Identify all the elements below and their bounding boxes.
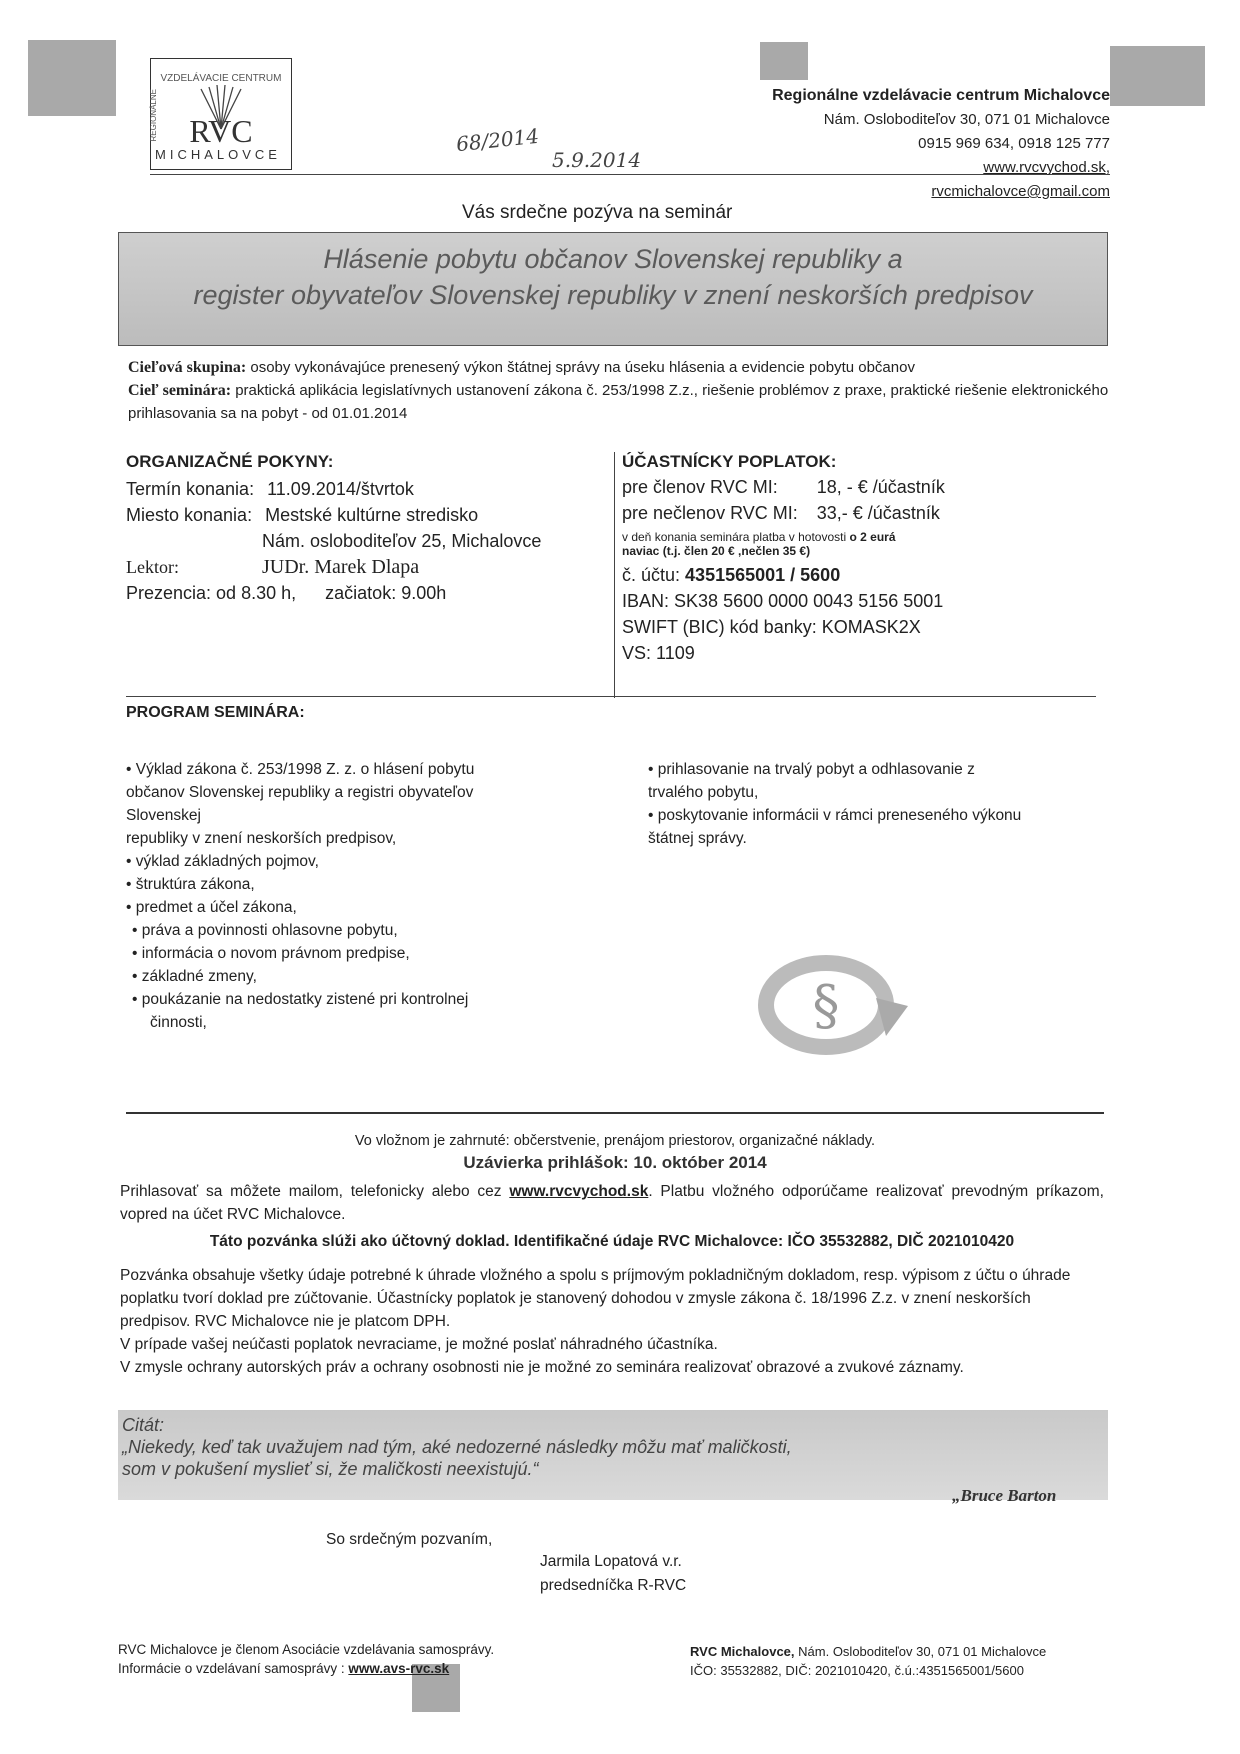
- paragraph-glyph: §: [812, 974, 840, 1037]
- program-item: trvalého pobytu,: [648, 784, 759, 801]
- organization-address: Nám. Osloboditeľov 30, 071 01 Michalovce: [823, 111, 1110, 128]
- terms-text-3: V zmysle ochrany autorských práv a ochrany osobnosti nie je možné zo seminára realizovať obrazové a zvukové záznamy.: [120, 1359, 964, 1376]
- quote-line-1: „Niekedy, keď tak uvažujem nad tým, aké nedozerné následky môžu mať maličkosti,: [122, 1437, 792, 1457]
- place-address: Nám. osloboditeľov 25, Michalovce: [262, 531, 542, 551]
- footer-right: [690, 1642, 1130, 1680]
- quote-label: Citát:: [122, 1415, 165, 1435]
- fee-cash-surcharge: o 2 eurá: [849, 530, 896, 544]
- swift-value: KOMASK2X: [821, 617, 921, 637]
- invite-text: Vás srdečne pozýva na seminár: [462, 202, 733, 223]
- paragraph-circle-icon: [736, 940, 916, 1070]
- lector-label: Lektor:: [126, 557, 179, 577]
- terms-text-1: Pozvánka obsahuje všetky údaje potrebné k úhrade vložného a spolu s príjmovým pokladničným dokladom, resp. výpisom z účtu o úhrade poplatku tvorí doklad pre zúčtovanie. Účastnícky poplatok je stanovený dohodou v zmysle zákona č. 18/1996 Z.z. v znení neskorších predpisov. RVC Michalovce nie je platcom DPH.: [120, 1267, 1071, 1330]
- account-number: 4351565001 / 5600: [685, 565, 841, 585]
- terms-text-2: V prípade vašej neúčasti poplatok nevraciame, je možné poslať náhradného účastníka.: [120, 1336, 718, 1353]
- registration-text-2: . Platbu vložného odporúčame realizovať prevodným príkazom, vopred na účet RVC Michalovce.: [120, 1183, 1104, 1223]
- organization-web-link[interactable]: www.rvcvychod.sk,: [983, 159, 1110, 176]
- logo-city: MICHALOVCE: [155, 147, 281, 162]
- footer-membership: RVC Michalovce je členom Asociácie vzdelávania samosprávy.: [118, 1642, 495, 1657]
- scan-gray-block: [1110, 46, 1205, 106]
- program-item: • práva a povinnosti ohlasovne pobytu,: [132, 922, 398, 939]
- fee-section: [622, 452, 1102, 666]
- program-left-list: [126, 758, 646, 1034]
- program-heading: PROGRAM SEMINÁRA:: [126, 704, 305, 721]
- handwritten-reference: 68/2014: [454, 123, 541, 157]
- logo-side-text: REGIONÁLNE: [149, 89, 158, 142]
- program-item: • prihlasovanie na trvalý pobyt a odhlasovanie z: [648, 761, 975, 778]
- place-value: Mestské kultúrne stredisko: [265, 505, 479, 525]
- program-item: • poskytovanie informácii v rámci preneseného výkonu: [648, 807, 1022, 824]
- program-item: • informácia o novom právnom predpise,: [132, 945, 410, 962]
- program-item: občanov Slovenskej republiky a registri obyvateľov: [126, 784, 474, 801]
- target-group-text: osoby vykonávajúce prenesený výkon štátnej správy na úseku hlásenia a evidencie pobytu občanov: [246, 359, 915, 376]
- registration-deadline: Uzávierka prihlášok: 10. október 2014: [463, 1153, 767, 1172]
- seminar-goal-text: praktická aplikácia legislatívnych ustanovení zákona č. 253/1998 Z.z., riešenie problémov z praxe, praktické riešenie elektronického prihlasovania sa na pobyt - od 01.01.2014: [128, 382, 1109, 422]
- fee-members-value: 18, - € /účastník: [816, 477, 945, 497]
- program-item: • predmet a účel zákona,: [126, 899, 297, 916]
- registration-text-1: Prihlasovať sa môžete mailom, telefonicky alebo cez: [120, 1183, 502, 1200]
- fee-heading: ÚČASTNÍCKY POPLATOK:: [622, 452, 837, 471]
- program-item: činnosti,: [150, 1014, 207, 1031]
- program-item: • Výklad zákona č. 253/1998 Z. z. o hlásení pobytu: [126, 761, 475, 778]
- seminar-goal-label: Cieľ seminára:: [128, 382, 232, 399]
- lector-value: JUDr. Marek Dlapa: [262, 556, 420, 578]
- seminar-target: [128, 356, 1118, 425]
- program-item: republiky v znení neskorších predpisov,: [126, 830, 397, 847]
- fee-included: Vo vložnom je zahrnuté: občerstvenie, prenájom priestorov, organizačné náklady.: [354, 1133, 876, 1149]
- logo-rvc-letters: RVC: [189, 113, 253, 149]
- fee-nonmembers-value: 33,- € /účastník: [816, 503, 940, 523]
- signature-name: Jarmila Lopatová v.r.: [540, 1553, 682, 1570]
- organization-section: [126, 452, 616, 606]
- presence-from: 8.30 h,: [241, 583, 297, 603]
- start-value: 9.00h: [401, 583, 447, 603]
- organization-phone: 0915 969 634, 0918 125 777: [918, 135, 1110, 152]
- program-right-list: [648, 758, 1108, 850]
- vs-label: VS:: [622, 643, 652, 663]
- program-item: Slovenskej: [126, 807, 201, 824]
- rvc-logo: [150, 58, 292, 170]
- section-divider: [126, 696, 1096, 697]
- iban-value: SK38 5600 0000 0043 5156 5001: [674, 591, 944, 611]
- quote-line-2: som v pokušení myslieť si, že maličkosti neexistujú.“: [122, 1459, 539, 1479]
- footer-org-ids: IČO: 35532882, DIČ: 2021010420, č.ú.:4351565001/5600: [690, 1663, 1024, 1678]
- column-divider: [614, 452, 615, 698]
- fee-cash-note2: naviac (t.j. člen 20 € ,nečlen 35 €): [622, 544, 811, 558]
- iban-label: IBAN:: [622, 591, 670, 611]
- organization-heading: ORGANIZAČNÉ POKYNY:: [126, 452, 334, 471]
- footer-info-label: Informácie o vzdelávaní samosprávy :: [118, 1661, 345, 1676]
- footer-avs-link[interactable]: www.avs-rvc.sk: [348, 1661, 450, 1676]
- program-item: štátnej správy.: [648, 830, 747, 847]
- seminar-title-line2: register obyvateľov Slovenskej republiky v znení neskorších predpisov: [193, 280, 1033, 310]
- program-item: • štruktúra zákona,: [126, 876, 255, 893]
- signature-greeting: So srdečným pozvaním,: [326, 1531, 493, 1548]
- organization-email-link[interactable]: rvcmichalovce@gmail.com: [931, 183, 1110, 200]
- program-item: • výklad základných pojmov,: [126, 853, 319, 870]
- seminar-title-banner: [118, 232, 1108, 346]
- swift-label: SWIFT (BIC) kód banky:: [622, 617, 817, 637]
- scan-gray-block: [28, 40, 116, 116]
- invoice-notice: Táto pozvánka slúži ako účtovný doklad. Identifikačné údaje RVC Michalovce: IČO 35532882, DIČ 2021010420: [209, 1233, 1015, 1250]
- program-item: • poukázanie na nedostatky zistené pri kontrolnej: [132, 991, 469, 1008]
- seminar-title-line1: Hlásenie pobytu občanov Slovenskej republiky a: [323, 244, 903, 274]
- presence-label: Prezencia: od: [126, 583, 237, 603]
- start-label: začiatok:: [325, 583, 397, 603]
- quote-author: „Bruce Barton: [952, 1486, 1057, 1505]
- vs-value: 1109: [656, 643, 695, 663]
- organization-contact: [772, 84, 1110, 204]
- terms-paragraph: [120, 1264, 1104, 1379]
- fee-nonmembers-label: pre nečlenov RVC MI:: [622, 503, 798, 523]
- scan-gray-block: [760, 42, 808, 80]
- place-label: Miesto konania:: [126, 505, 253, 525]
- fee-members-label: pre členov RVC MI:: [622, 477, 778, 497]
- registration-info: [120, 1180, 1104, 1226]
- program-item: • základné zmeny,: [132, 968, 257, 985]
- bottom-divider: [126, 1112, 1104, 1114]
- handwritten-date: 5.9.2014: [552, 148, 642, 172]
- term-value: 11.09.2014/štvrtok: [267, 479, 414, 499]
- footer-org-name: RVC Michalovce,: [690, 1644, 795, 1659]
- target-group-label: Cieľová skupina:: [128, 359, 247, 376]
- term-label: Termín konania:: [126, 479, 255, 499]
- logo-arc-text: VZDELÁVACIE CENTRUM: [160, 73, 282, 84]
- registration-link[interactable]: www.rvcvychod.sk: [509, 1183, 649, 1200]
- organization-name: Regionálne vzdelávacie centrum Michalovce: [772, 87, 1110, 104]
- account-label: č. účtu:: [622, 565, 681, 585]
- footer-left: [118, 1640, 588, 1678]
- signature-role: predsedníčka R-RVC: [540, 1577, 687, 1594]
- footer-org-address: Nám. Osloboditeľov 30, 071 01 Michalovce: [794, 1644, 1047, 1659]
- fee-cash-note: v deň konania seminára platba v hotovosti: [622, 530, 847, 544]
